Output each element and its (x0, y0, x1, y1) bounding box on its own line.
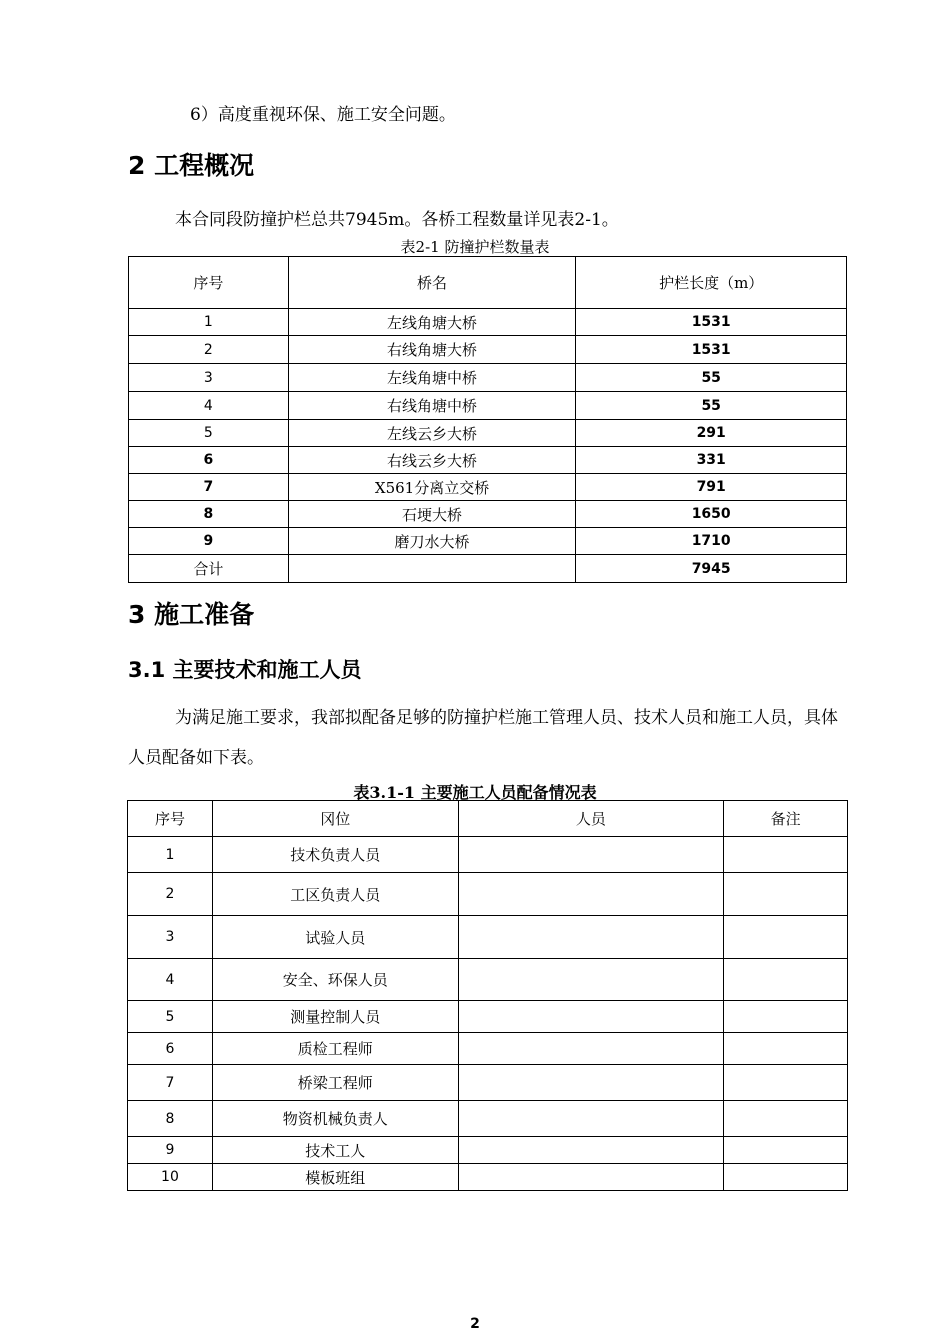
header-cell: 备注 (724, 801, 848, 837)
row-index: 3 (128, 916, 213, 959)
header-cell: 冈位 (212, 801, 458, 837)
remarks-cell (724, 1137, 848, 1164)
header-cell: 桥名 (288, 257, 576, 309)
table-row (128, 1065, 848, 1101)
remarks-cell (724, 1101, 848, 1137)
table-1-caption: 表2-1 防撞护栏数量表 (400, 238, 550, 256)
header-cell: 护栏长度（m） (576, 257, 847, 309)
guardrail-length: 791 (576, 474, 847, 501)
guardrail-length: 1531 (576, 309, 847, 336)
table-row (129, 336, 847, 364)
remarks-cell (724, 837, 848, 873)
guardrail-length: 291 (576, 420, 847, 447)
guardrail-length: 331 (576, 447, 847, 474)
table-row (129, 528, 847, 555)
row-index: 5 (129, 420, 289, 447)
row-index: 7 (129, 474, 289, 501)
bridge-name: 石埂大桥 (288, 501, 576, 528)
staff-cell (458, 1164, 724, 1191)
table-row (128, 1137, 848, 1164)
staff-cell (458, 1101, 724, 1137)
row-index: 3 (129, 364, 289, 392)
table-row (128, 1101, 848, 1137)
remarks-cell (724, 959, 848, 1001)
row-index: 9 (129, 528, 289, 555)
remarks-cell (724, 1001, 848, 1033)
table-row (128, 959, 848, 1001)
table-row (128, 873, 848, 916)
table-row (129, 392, 847, 420)
staff-cell (458, 1001, 724, 1033)
table-header-row (129, 257, 847, 309)
staff-cell (458, 1137, 724, 1164)
row-index: 10 (128, 1164, 213, 1191)
row-index: 7 (128, 1065, 213, 1101)
position-name: 技术工人 (212, 1137, 458, 1164)
position-name: 试验人员 (212, 916, 458, 959)
total-length: 7945 (576, 555, 847, 583)
section-3-1-paragraph: 为满足施工要求，我部拟配备足够的防撞护栏施工管理人员、技术人员和施工人员，具体人员配备如下表。 (128, 708, 838, 768)
header-cell: 人员 (458, 801, 724, 837)
staff-cell (458, 1033, 724, 1065)
position-name: 桥梁工程师 (212, 1065, 458, 1101)
table-row (128, 1164, 848, 1191)
remarks-cell (724, 1065, 848, 1101)
staff-cell (458, 959, 724, 1001)
quantity-table (128, 256, 847, 583)
staff-cell (458, 1065, 724, 1101)
bridge-name: 右线角塘大桥 (288, 336, 576, 364)
position-name: 物资机械负责人 (212, 1101, 458, 1137)
position-name: 质检工程师 (212, 1033, 458, 1065)
bridge-name: 磨刀水大桥 (288, 528, 576, 555)
table-row (129, 364, 847, 392)
staff-cell (458, 837, 724, 873)
guardrail-length: 1650 (576, 501, 847, 528)
bridge-name: 左线角塘中桥 (288, 364, 576, 392)
table-row (128, 837, 848, 873)
total-row (129, 555, 847, 583)
table-row (129, 447, 847, 474)
table-row (129, 501, 847, 528)
position-name: 技术负责人员 (212, 837, 458, 873)
table-row (128, 916, 848, 959)
row-index: 2 (129, 336, 289, 364)
staff-cell (458, 873, 724, 916)
row-index: 4 (129, 392, 289, 420)
position-name: 测量控制人员 (212, 1001, 458, 1033)
row-index: 4 (128, 959, 213, 1001)
header-cell: 序号 (128, 801, 213, 837)
bridge-name: X561分离立交桥 (288, 474, 576, 501)
guardrail-length: 1531 (576, 336, 847, 364)
section-3-heading: 3 施工准备 (128, 600, 255, 629)
bridge-name: 右线角塘中桥 (288, 392, 576, 420)
row-index: 1 (128, 837, 213, 873)
table-row (129, 309, 847, 336)
bridge-name: 左线角塘大桥 (288, 309, 576, 336)
row-index: 6 (129, 447, 289, 474)
guardrail-length: 55 (576, 364, 847, 392)
header-cell: 序号 (129, 257, 289, 309)
row-index: 1 (129, 309, 289, 336)
page-number: 2 (470, 1316, 480, 1332)
row-index: 5 (128, 1001, 213, 1033)
table-row (129, 474, 847, 501)
remarks-cell (724, 1164, 848, 1191)
remarks-cell (724, 916, 848, 959)
guardrail-length: 55 (576, 392, 847, 420)
row-index: 2 (128, 873, 213, 916)
section-3-1-heading: 3.1 主要技术和施工人员 (128, 658, 362, 682)
row-index: 8 (129, 501, 289, 528)
bridge-name: 右线云乡大桥 (288, 447, 576, 474)
section-2-paragraph: 本合同段防撞护栏总共7945m。各桥工程数量详见表2-1。 (175, 210, 619, 230)
table-header-row (128, 801, 848, 837)
section-2-heading: 2 工程概况 (128, 151, 255, 180)
bridge-name (288, 555, 576, 583)
staff-cell (458, 916, 724, 959)
table-2-caption: 表3.1-1 主要施工人员配备情况表 (353, 783, 597, 802)
staffing-table (127, 800, 848, 1191)
position-name: 安全、环保人员 (212, 959, 458, 1001)
position-name: 模板班组 (212, 1164, 458, 1191)
total-label: 合计 (129, 555, 289, 583)
list-item-6: 6）高度重视环保、施工安全问题。 (190, 105, 456, 125)
table-row (129, 420, 847, 447)
guardrail-length: 1710 (576, 528, 847, 555)
remarks-cell (724, 873, 848, 916)
row-index: 9 (128, 1137, 213, 1164)
remarks-cell (724, 1033, 848, 1065)
table-row (128, 1033, 848, 1065)
row-index: 6 (128, 1033, 213, 1065)
bridge-name: 左线云乡大桥 (288, 420, 576, 447)
row-index: 8 (128, 1101, 213, 1137)
table-row (128, 1001, 848, 1033)
position-name: 工区负责人员 (212, 873, 458, 916)
